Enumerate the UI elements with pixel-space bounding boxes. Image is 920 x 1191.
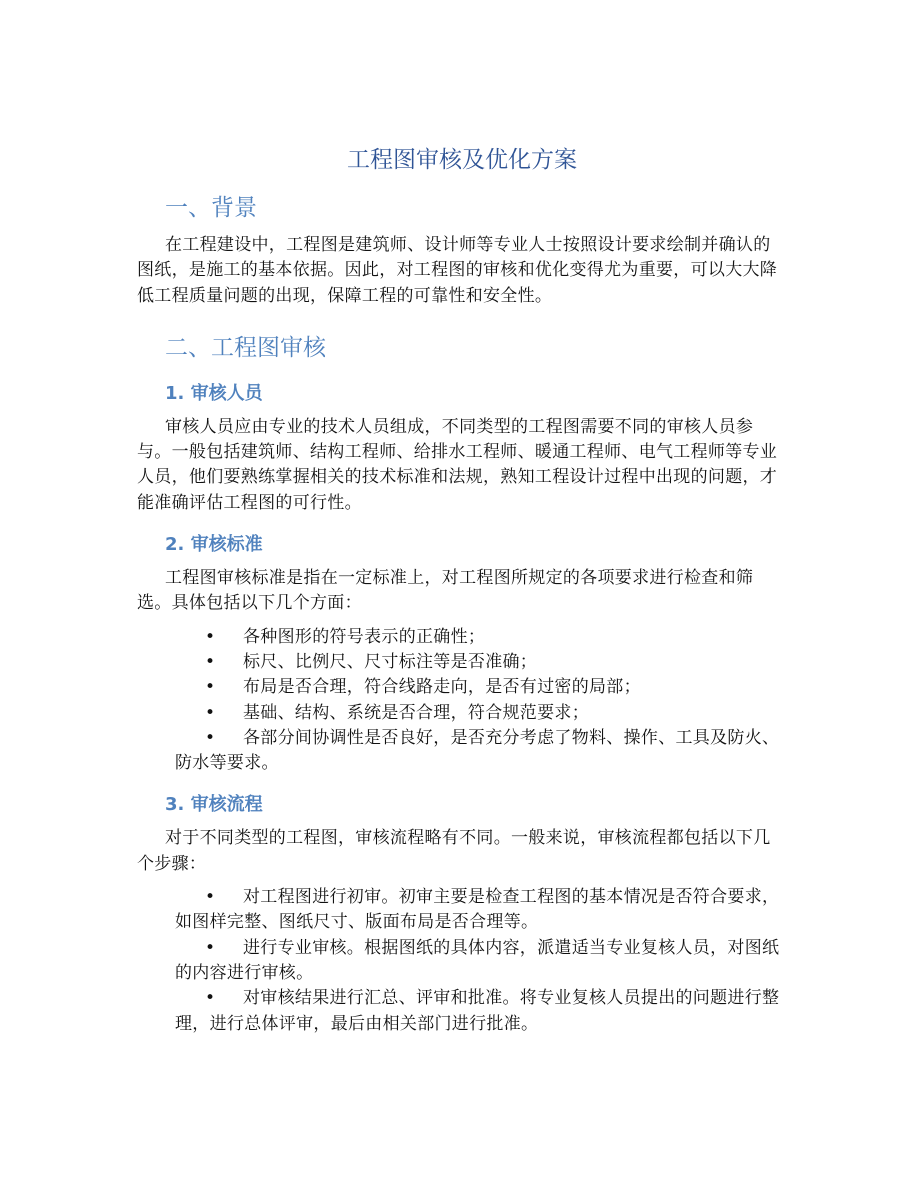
bullet-icon: • [205,937,216,958]
heading-personnel: 1. 审核人员 [165,382,263,404]
process-list [175,885,787,1037]
bullet-icon: • [205,887,216,908]
list-item [175,936,787,987]
background-paragraph: 在工程建设中，工程图是建筑师、设计师等专业人士按照设计要求绘制并确认的图纸，是施工的基本依据。因此，对工程图的审核和优化变得尤为重要，可以大大降低工程质量问题的出现，保障工程的可靠性和安全性。 [137,235,778,306]
list-item [175,675,787,700]
list-item-text: 基础、结构、系统是否合理，符合规范要求； [243,702,589,723]
list-item [175,625,787,650]
list-item-text: 各种图形的符号表示的正确性； [243,626,486,647]
heading-standards: 2. 审核标准 [165,534,263,556]
list-item-text: 布局是否合理，符合线路走向，是否有过密的局部； [243,677,641,698]
bullet-icon: • [205,651,216,672]
personnel-paragraph: 审核人员应由专业的技术人员组成，不同类型的工程图需要不同的审核人员参与。一般包括建筑师、结构工程师、给排水工程师、暖通工程师、电气工程师等专业人员，他们要熟练掌握相关的技术标准和法规，熟知工程设计过程中出现的问题，才能准确评估工程图的可行性。 [137,416,778,513]
bullet-icon: • [205,727,216,748]
list-item-text: 各部分间协调性是否良好，是否充分考虑了物料、操作、工具及防火、防水等要求。 [175,727,780,774]
heading-background: 一、背景 [165,195,257,221]
document-page [137,143,787,1049]
list-item-text: 标尺、比例尺、尺寸标注等是否准确； [243,651,538,672]
heading-review: 二、工程图审核 [165,334,326,361]
standards-list [175,625,787,777]
list-item-text: 对工程图进行初审。初审主要是检查工程图的基本情况是否符合要求，如图样完整、图纸尺寸、版面布局是否合理等。 [175,887,780,933]
process-paragraph: 对于不同类型的工程图，审核流程略有不同。一般来说，审核流程都包括以下几个步骤： [137,828,771,874]
list-item [175,885,787,936]
heading-process: 3. 审核流程 [165,794,263,816]
document-title: 工程图审核及优化方案 [347,147,577,173]
list-item [175,726,787,777]
list-item-text: 对审核结果进行汇总、评审和批准。将专业复核人员提出的问题进行整理，进行总体评审，最后由相关部门进行批准。 [175,988,780,1034]
bullet-icon: • [205,677,216,698]
list-item-text: 进行专业审核。根据图纸的具体内容，派遣适当专业复核人员，对图纸的内容进行审核。 [175,937,780,983]
bullet-icon: • [205,988,216,1009]
list-item [175,986,787,1037]
standards-paragraph: 工程图审核标准是指在一定标准上，对工程图所规定的各项要求进行检查和筛选。具体包括以下几个方面： [137,568,754,614]
bullet-icon: • [205,702,216,723]
list-item [175,650,787,675]
list-item [175,701,787,726]
bullet-icon: • [205,626,216,647]
